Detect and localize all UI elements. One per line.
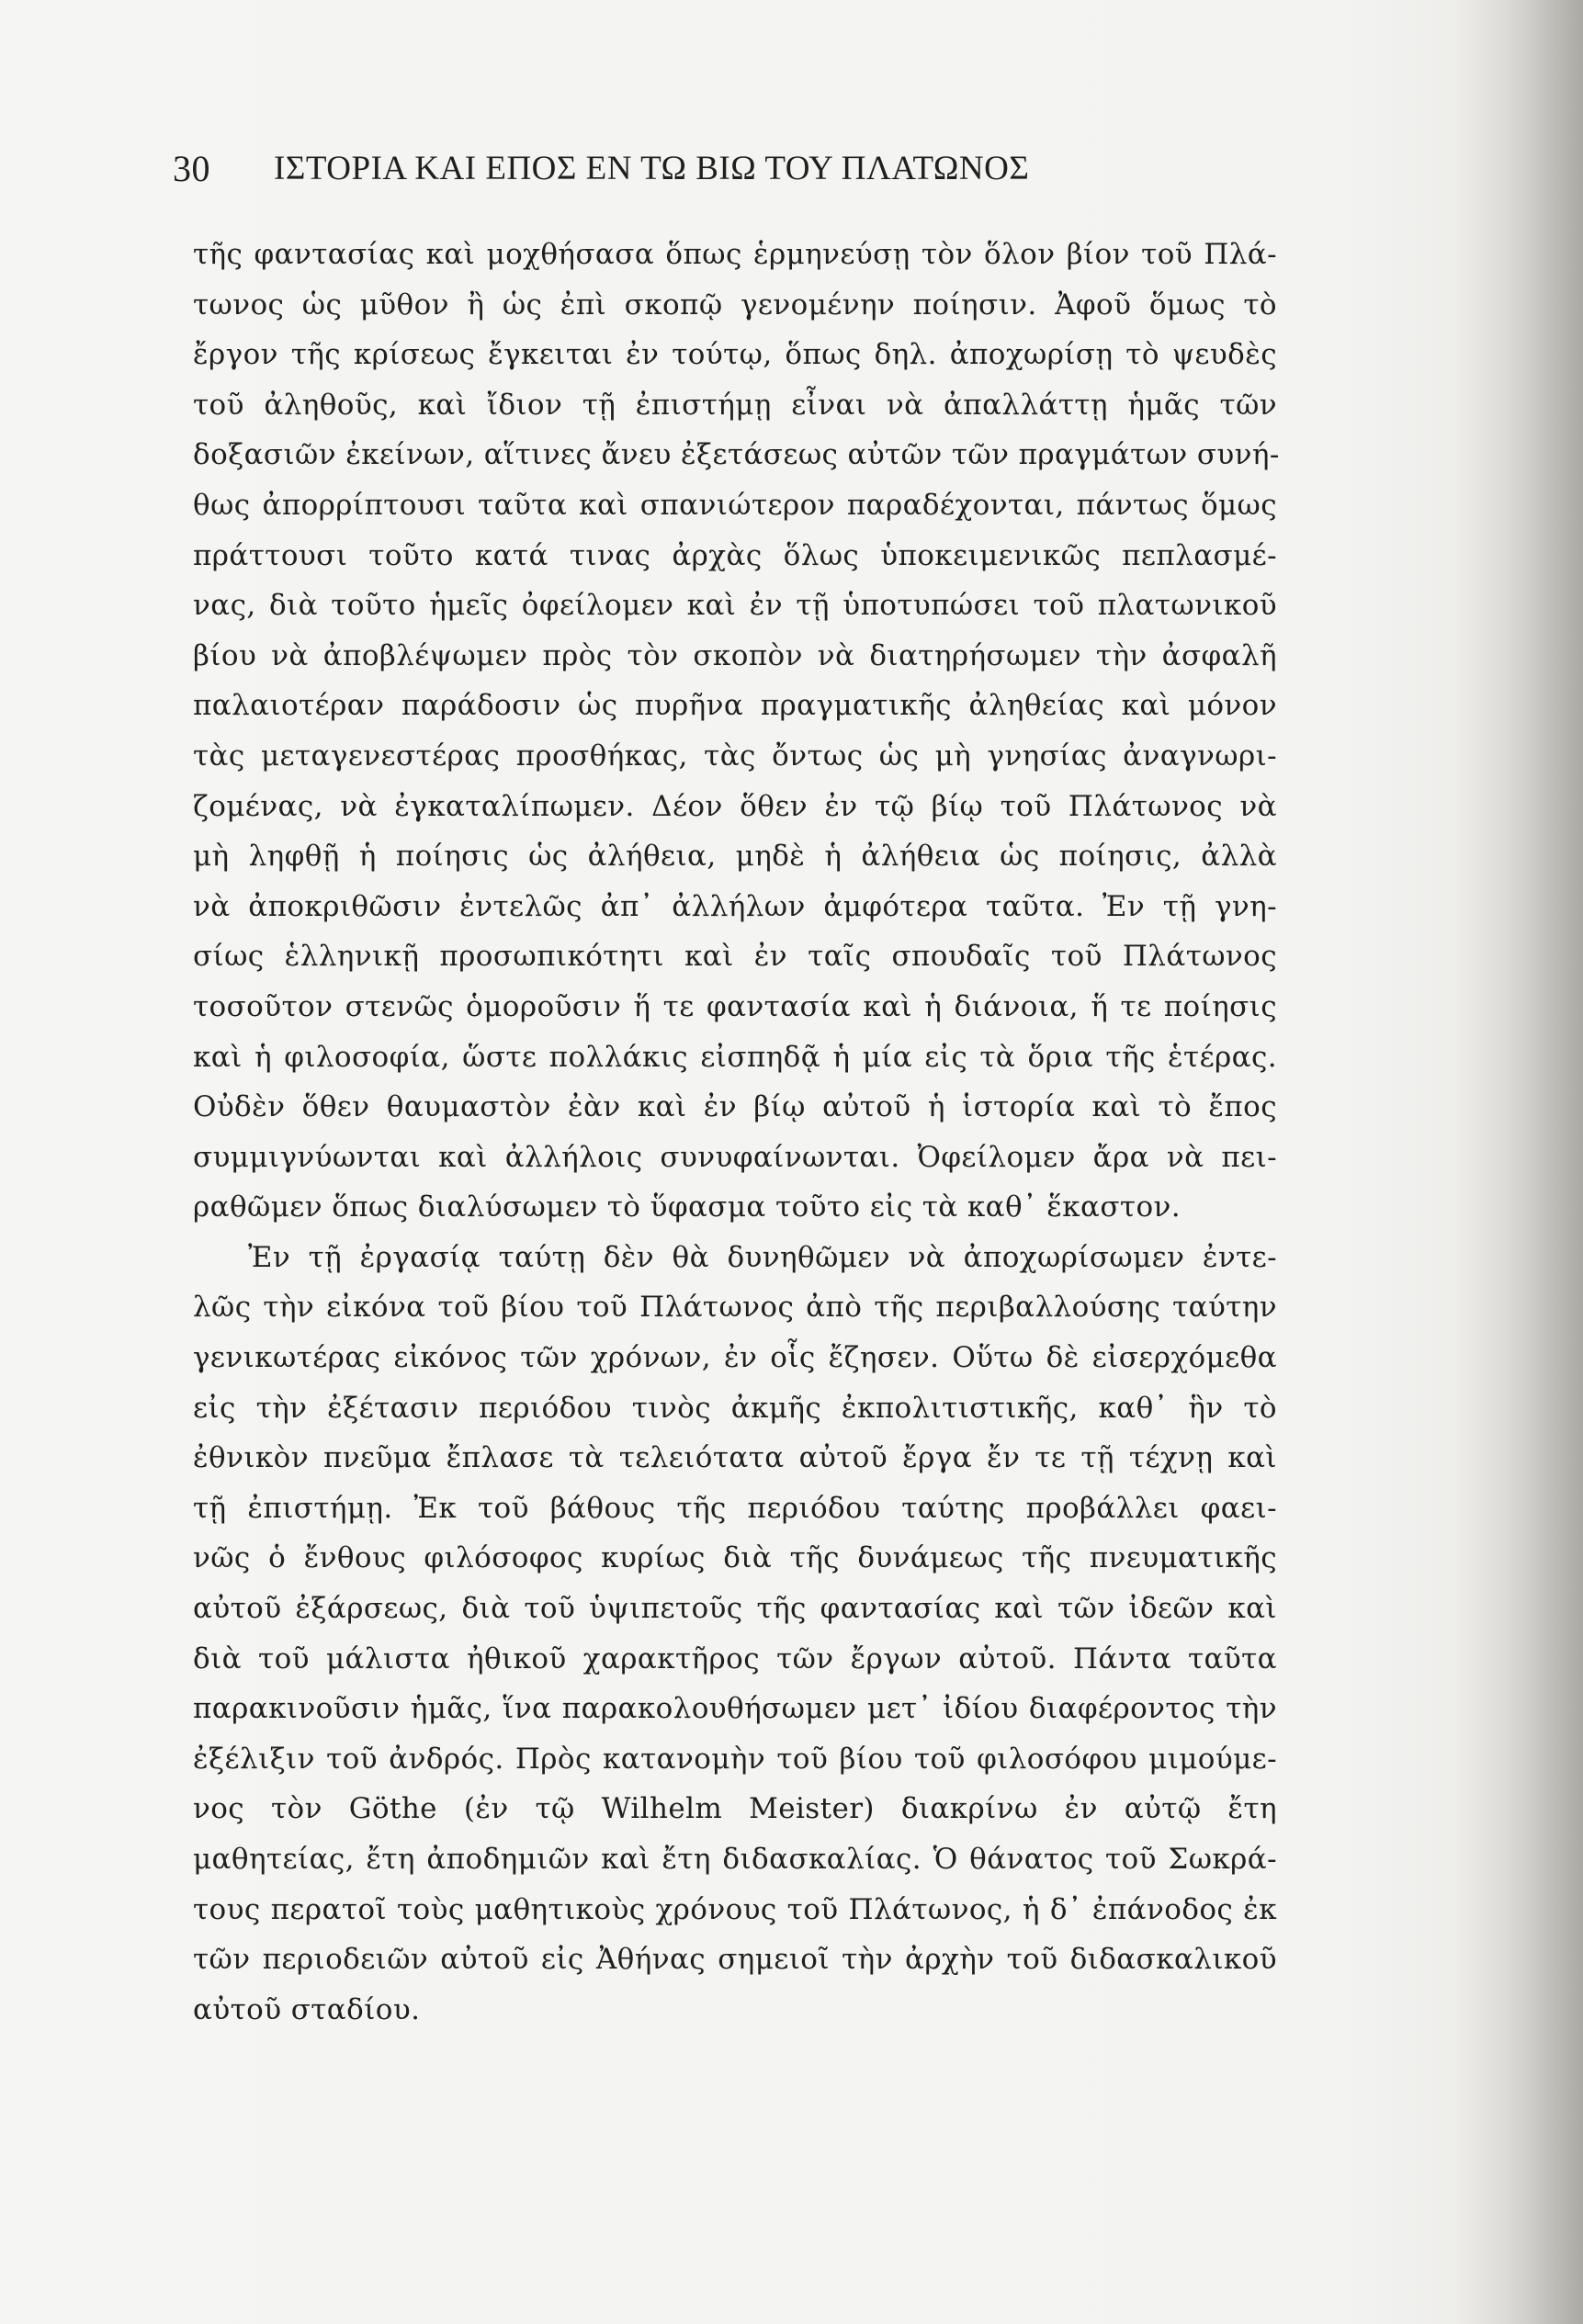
text-line: τῇ ἐπιστήμῃ. Ἐκ τοῦ βάθους τῆς περιόδου ταύτης προβάλλει φαει-	[193, 1491, 1277, 1525]
text-line: ἐθνικὸν πνεῦμα ἔπλασε τὰ τελειότατα αὐτοῦ ἔργα ἔν τε τῇ τέχνῃ καὶ	[193, 1441, 1277, 1475]
text-line: τὰς μεταγενεστέρας προσθήκας, τὰς ὄντως ὡς μὴ γνησίας ἀναγνωρι-	[193, 739, 1277, 773]
text-line: Οὐδὲν ὅθεν θαυμαστὸν ἐὰν καὶ ἐν βίῳ αὐτοῦ ἡ ἱστορία καὶ τὸ ἔπος	[193, 1090, 1277, 1124]
text-line: Ἐν τῇ ἐργασίᾳ ταύτῃ δὲν θὰ δυνηθῶμεν νὰ ἀποχωρίσωμεν ἐντε-	[248, 1240, 1277, 1274]
page-number: 30	[173, 148, 210, 189]
text-line: βίου νὰ ἀποβλέψωμεν πρὸς τὸν σκοπὸν νὰ διατηρήσωμεν τὴν ἀσφαλῆ	[193, 638, 1277, 672]
body-text	[193, 230, 1280, 2035]
text-line: τους περατοῖ τοὺς μαθητικοὺς χρόνους τοῦ Πλάτωνος, ἡ δ᾽ ἐπάνοδος ἐκ	[193, 1892, 1277, 1926]
text-line: γενικωτέρας εἰκόνος τῶν χρόνων, ἐν οἷς ἔζησεν. Οὕτω δὲ εἰσερχόμεθα	[193, 1341, 1277, 1375]
text-line: τοσοῦτον στενῶς ὁμοροῦσιν ἥ τε φαντασία καὶ ἡ διάνοια, ἥ τε ποίησις	[193, 989, 1277, 1023]
text-line: διὰ τοῦ μάλιστα ἠθικοῦ χαρακτῆρος τῶν ἔργων αὐτοῦ. Πάντα ταῦτα	[193, 1641, 1277, 1675]
text-line: ἔργον τῆς κρίσεως ἔγκειται ἐν τούτῳ, ὅπως δηλ. ἀποχωρίσῃ τὸ ψευδὲς	[193, 338, 1277, 372]
text-line: συμμιγνύωνται καὶ ἀλλήλοις συνυφαίνωνται. Ὀφείλομεν ἄρα νὰ πει-	[193, 1140, 1277, 1174]
text-line: αὐτοῦ ἐξάρσεως, διὰ τοῦ ὑψιπετοῦς τῆς φαντασίας καὶ τῶν ἰδεῶν καὶ	[193, 1592, 1277, 1626]
text-line: αὐτοῦ σταδίου.	[193, 1992, 421, 2026]
text-line: τῶν περιοδειῶν αὐτοῦ εἰς Ἀθήνας σημειοῖ τὴν ἀρχὴν τοῦ διδασκαλικοῦ	[193, 1943, 1277, 1977]
text-line: νος τὸν Göthe (ἐν τῷ Wilhelm Meister) διακρίνω ἐν αὐτῷ ἔτη	[193, 1792, 1277, 1826]
text-line: νὰ ἀποκριθῶσιν ἐντελῶς ἀπ᾽ ἀλλήλων ἀμφότερα ταῦτα. Ἐν τῇ γνη-	[193, 889, 1277, 923]
text-line: σίως ἑλληνικῇ προσωπικότητι καὶ ἐν ταῖς σπουδαῖς τοῦ Πλάτωνος	[193, 940, 1277, 974]
text-line: ζομένας, νὰ ἐγκαταλίπωμεν. Δέον ὅθεν ἐν τῷ βίῳ τοῦ Πλάτωνος νὰ	[193, 789, 1277, 823]
text-line: νας, διὰ τοῦτο ἡμεῖς ὀφείλομεν καὶ ἐν τῇ ὑποτυπώσει τοῦ πλατωνικοῦ	[193, 589, 1277, 623]
running-title: ΙΣΤΟΡΙΑ ΚΑΙ ΕΠΟΣ ΕΝ ΤΩ ΒΙΩ ΤΟΥ ΠΛΑΤΩΝΟΣ	[274, 150, 1030, 187]
text-line: τοῦ ἀληθοῦς, καὶ ἴδιον τῇ ἐπιστήμῃ εἶναι νὰ ἀπαλλάττῃ ἡμᾶς τῶν	[193, 388, 1277, 422]
text-line: ραθῶμεν ὅπως διαλύσωμεν τὸ ὕφασμα τοῦτο εἰς τὰ καθ᾽ ἕκαστον.	[193, 1190, 1182, 1224]
text-line: ἐξέλιξιν τοῦ ἀνδρός. Πρὸς κατανομὴν τοῦ βίου τοῦ φιλοσόφου μιμούμε-	[193, 1742, 1277, 1776]
text-line: μὴ ληφθῇ ἡ ποίησις ὡς ἀλήθεια, μηδὲ ἡ ἀλήθεια ὡς ποίησις, ἀλλὰ	[193, 840, 1277, 874]
page-header	[173, 147, 1294, 211]
text-line: λῶς τὴν εἰκόνα τοῦ βίου τοῦ Πλάτωνος ἀπὸ τῆς περιβαλλούσης ταύτην	[193, 1291, 1277, 1325]
text-line: τῆς φαντασίας καὶ μοχθήσασα ὅπως ἑρμηνεύσῃ τὸν ὅλον βίον τοῦ Πλά-	[193, 238, 1277, 271]
text-line: δοξασιῶν ἐκείνων, αἵτινες ἄνευ ἐξετάσεως αὐτῶν τῶν πραγμάτων συνή-	[193, 438, 1280, 472]
page-edge-shadow	[1454, 0, 1583, 2324]
text-line: εἰς τὴν ἐξέτασιν περιόδου τινὸς ἀκμῆς ἐκπολιτιστικῆς, καθ᾽ ἣν τὸ	[193, 1391, 1277, 1425]
text-line: παρακινοῦσιν ἡμᾶς, ἵνα παρακολουθήσωμεν μετ᾽ ἰδίου διαφέροντος τὴν	[193, 1692, 1277, 1726]
text-line: μαθητείας, ἔτη ἀποδημιῶν καὶ ἔτη διδασκαλίας. Ὁ θάνατος τοῦ Σωκρά-	[193, 1843, 1277, 1876]
text-line: νῶς ὁ ἔνθους φιλόσοφος κυρίως διὰ τῆς δυνάμεως τῆς πνευματικῆς	[193, 1541, 1277, 1575]
text-line: καὶ ἡ φιλοσοφία, ὥστε πολλάκις εἰσπηδᾷ ἡ μία εἰς τὰ ὅρια τῆς ἑτέρας.	[193, 1040, 1277, 1074]
text-line: τωνος ὡς μῦθον ἢ ὡς ἐπὶ σκοπῷ γενομένην ποίησιν. Ἀφοῦ ὅμως τὸ	[193, 288, 1277, 322]
text-line: θως ἀπορρίπτουσι ταῦτα καὶ σπανιώτερον παραδέχονται, πάντως ὅμως	[193, 488, 1277, 522]
text-line: παλαιοτέραν παράδοσιν ὡς πυρῆνα πραγματικῆς ἀληθείας καὶ μόνον	[193, 689, 1277, 723]
text-line: πράττουσι τοῦτο κατά τινας ἀρχὰς ὅλως ὑποκειμενικῶς πεπλασμέ-	[193, 538, 1277, 572]
